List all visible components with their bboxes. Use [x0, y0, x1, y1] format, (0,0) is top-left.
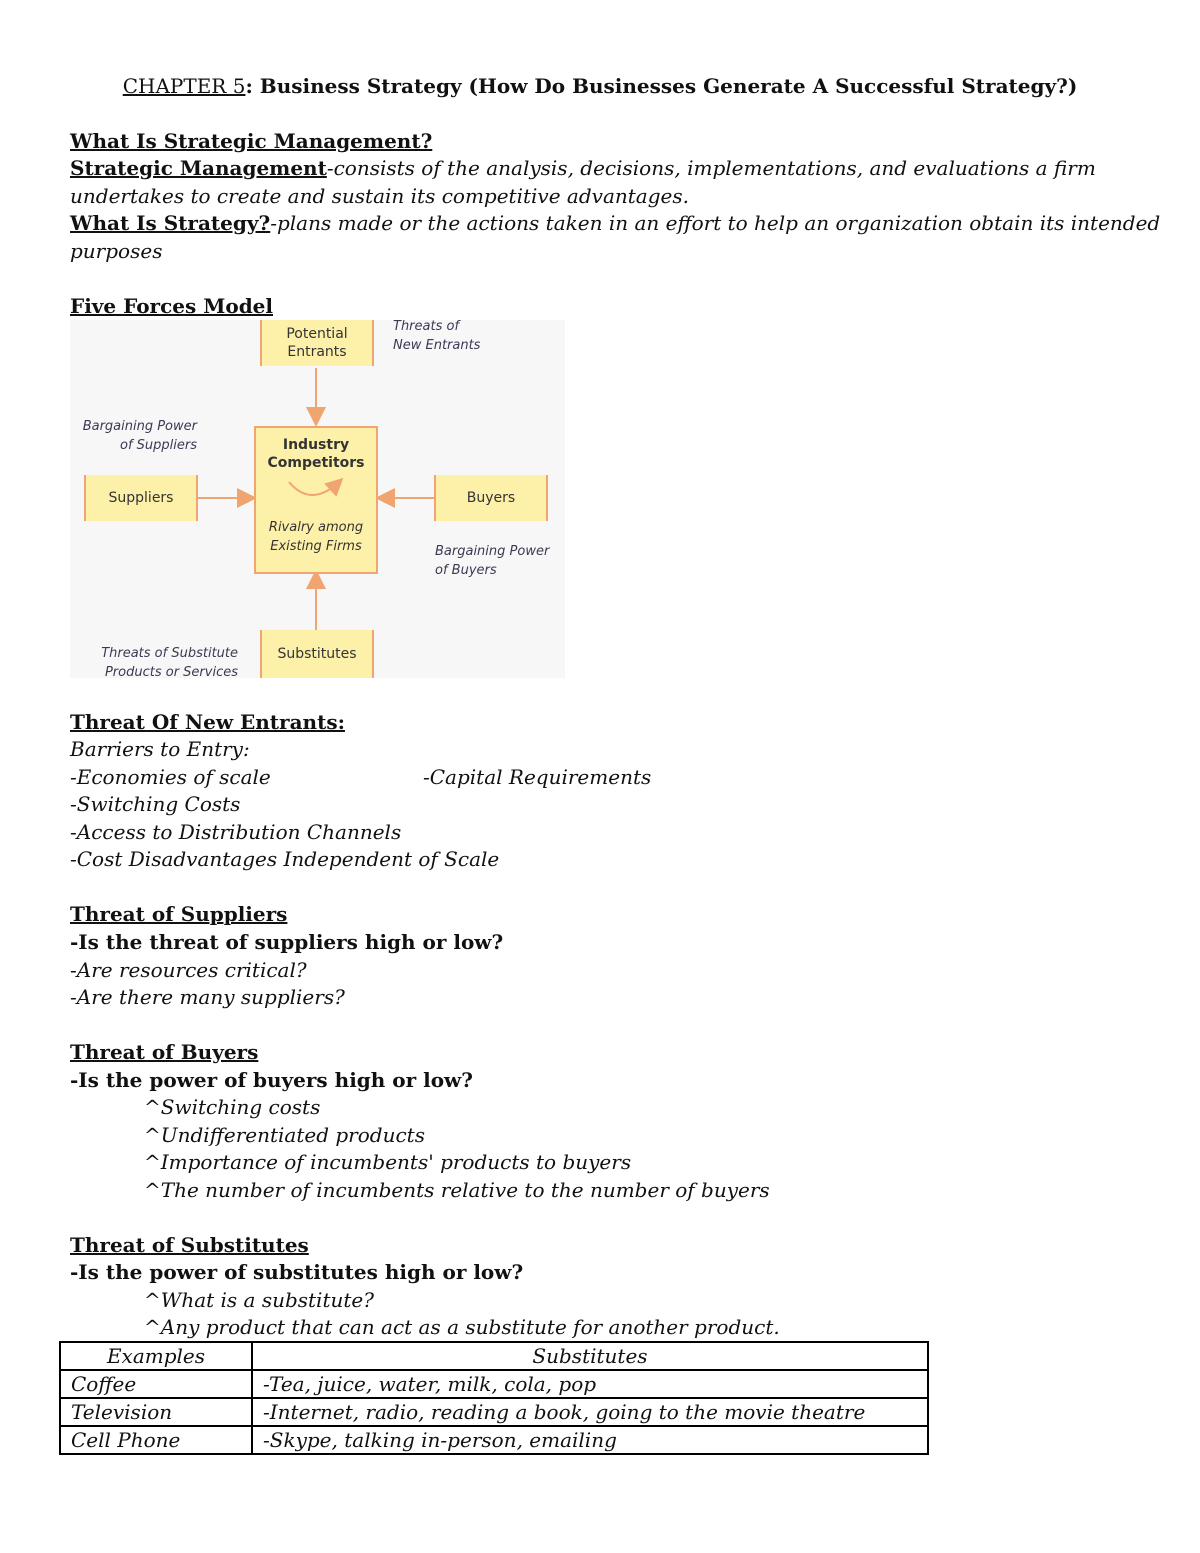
chapter-label: CHAPTER 5: [122, 74, 246, 98]
definition-text: -consists of the analysis, decisions, implementations, and evaluations a firm: [326, 156, 1096, 180]
table-header-row: [60, 1342, 928, 1370]
industry-competitors-box: [254, 426, 378, 574]
industry-line1: Industry: [282, 437, 350, 453]
barrier-item: -Access to Distribution Channels: [70, 820, 402, 844]
suppliers-item: -Are there many suppliers?: [70, 985, 345, 1009]
substitutes-item: ^Any product that can act as a substitute for another product.: [144, 1315, 780, 1339]
buyers-question: -Is the power of buyers high or low?: [70, 1068, 473, 1092]
barrier-item: -Economies of scale: [70, 765, 271, 789]
buyers-item: ^Importance of incumbents' products to buyers: [144, 1150, 632, 1174]
table-cell-substitutes: -Skype, talking in-person, emailing: [252, 1426, 928, 1454]
table-header-substitutes: Substitutes: [252, 1342, 928, 1370]
substitute-threat-label: [70, 644, 238, 682]
suppliers-box: Suppliers: [84, 475, 198, 521]
table-cell-example: Coffee: [60, 1370, 252, 1398]
barriers-label: Barriers to Entry:: [70, 737, 250, 761]
strategy-definition-continued: purposes: [70, 239, 163, 263]
threats-new-entrants-label: [393, 317, 480, 355]
label-line: Bargaining Power: [435, 544, 550, 559]
strategy-definition-text: -plans made or the actions taken in an effort to help an organization obtain its intended: [270, 211, 1161, 235]
buyer-power-label: [435, 542, 549, 580]
strategic-management-heading: What Is Strategic Management?: [70, 129, 433, 153]
supplier-power-label: [70, 417, 197, 455]
five-forces-heading: Five Forces Model: [70, 294, 273, 318]
buyers-item: ^The number of incumbents relative to the number of buyers: [144, 1178, 770, 1202]
rivalry-line2: Existing Firms: [270, 539, 362, 554]
barrier-item: -Capital Requirements: [423, 765, 652, 789]
buyers-box: Buyers: [434, 475, 548, 521]
term-strategic-management: Strategic Management: [70, 156, 327, 180]
page-title: [0, 73, 1200, 100]
substitutes-question: -Is the power of substitutes high or low?: [70, 1260, 524, 1284]
table-row: [60, 1426, 928, 1454]
chapter-title: : Business Strategy (How Do Businesses Generate A Successful Strategy?): [245, 74, 1078, 98]
potential-entrants-line2: Entrants: [287, 344, 347, 360]
definition-continued: undertakes to create and sustain its competitive advantages.: [70, 184, 689, 208]
industry-line2: Competitors: [267, 455, 365, 471]
table-cell-substitutes: -Internet, radio, reading a book, going to the movie theatre: [252, 1398, 928, 1426]
potential-entrants-box: [260, 320, 374, 366]
potential-entrants-line1: Potential: [286, 326, 348, 342]
term-strategy: What Is Strategy?: [70, 211, 271, 235]
label-line: Products or Services: [104, 665, 238, 680]
buyers-item: ^Undifferentiated products: [144, 1123, 425, 1147]
label-line: Bargaining Power: [82, 419, 197, 434]
label-line: of Suppliers: [120, 438, 197, 453]
label-line: of Buyers: [435, 563, 497, 578]
substitutes-heading: Threat of Substitutes: [70, 1233, 309, 1257]
label-line: Threats of Substitute: [101, 646, 238, 661]
five-forces-diagram: [70, 320, 565, 678]
substitutes-table: [59, 1341, 929, 1455]
label-line: Threats of: [393, 319, 460, 334]
substitutes-box: Substitutes: [260, 630, 374, 678]
table-cell-example: Television: [60, 1398, 252, 1426]
suppliers-item: -Are resources critical?: [70, 958, 307, 982]
buyers-heading: Threat of Buyers: [70, 1040, 259, 1064]
rivalry-curve-icon: [281, 476, 351, 506]
rivalry-line1: Rivalry among: [268, 520, 364, 535]
strategic-management-definition: [70, 155, 1096, 182]
table-header-examples: Examples: [60, 1342, 252, 1370]
strategy-definition: [70, 210, 1160, 237]
barrier-item: -Cost Disadvantages Independent of Scale: [70, 847, 500, 871]
table-row: [60, 1370, 928, 1398]
barrier-item: -Switching Costs: [70, 792, 241, 816]
new-entrants-heading: Threat Of New Entrants:: [70, 710, 345, 734]
suppliers-heading: Threat of Suppliers: [70, 902, 288, 926]
table-cell-substitutes: -Tea, juice, water, milk, cola, pop: [252, 1370, 928, 1398]
table-row: [60, 1398, 928, 1426]
table-cell-example: Cell Phone: [60, 1426, 252, 1454]
suppliers-question: -Is the threat of suppliers high or low?: [70, 930, 504, 954]
buyers-item: ^Switching costs: [144, 1095, 321, 1119]
substitutes-item: ^What is a substitute?: [144, 1288, 374, 1312]
label-line: New Entrants: [393, 338, 481, 353]
